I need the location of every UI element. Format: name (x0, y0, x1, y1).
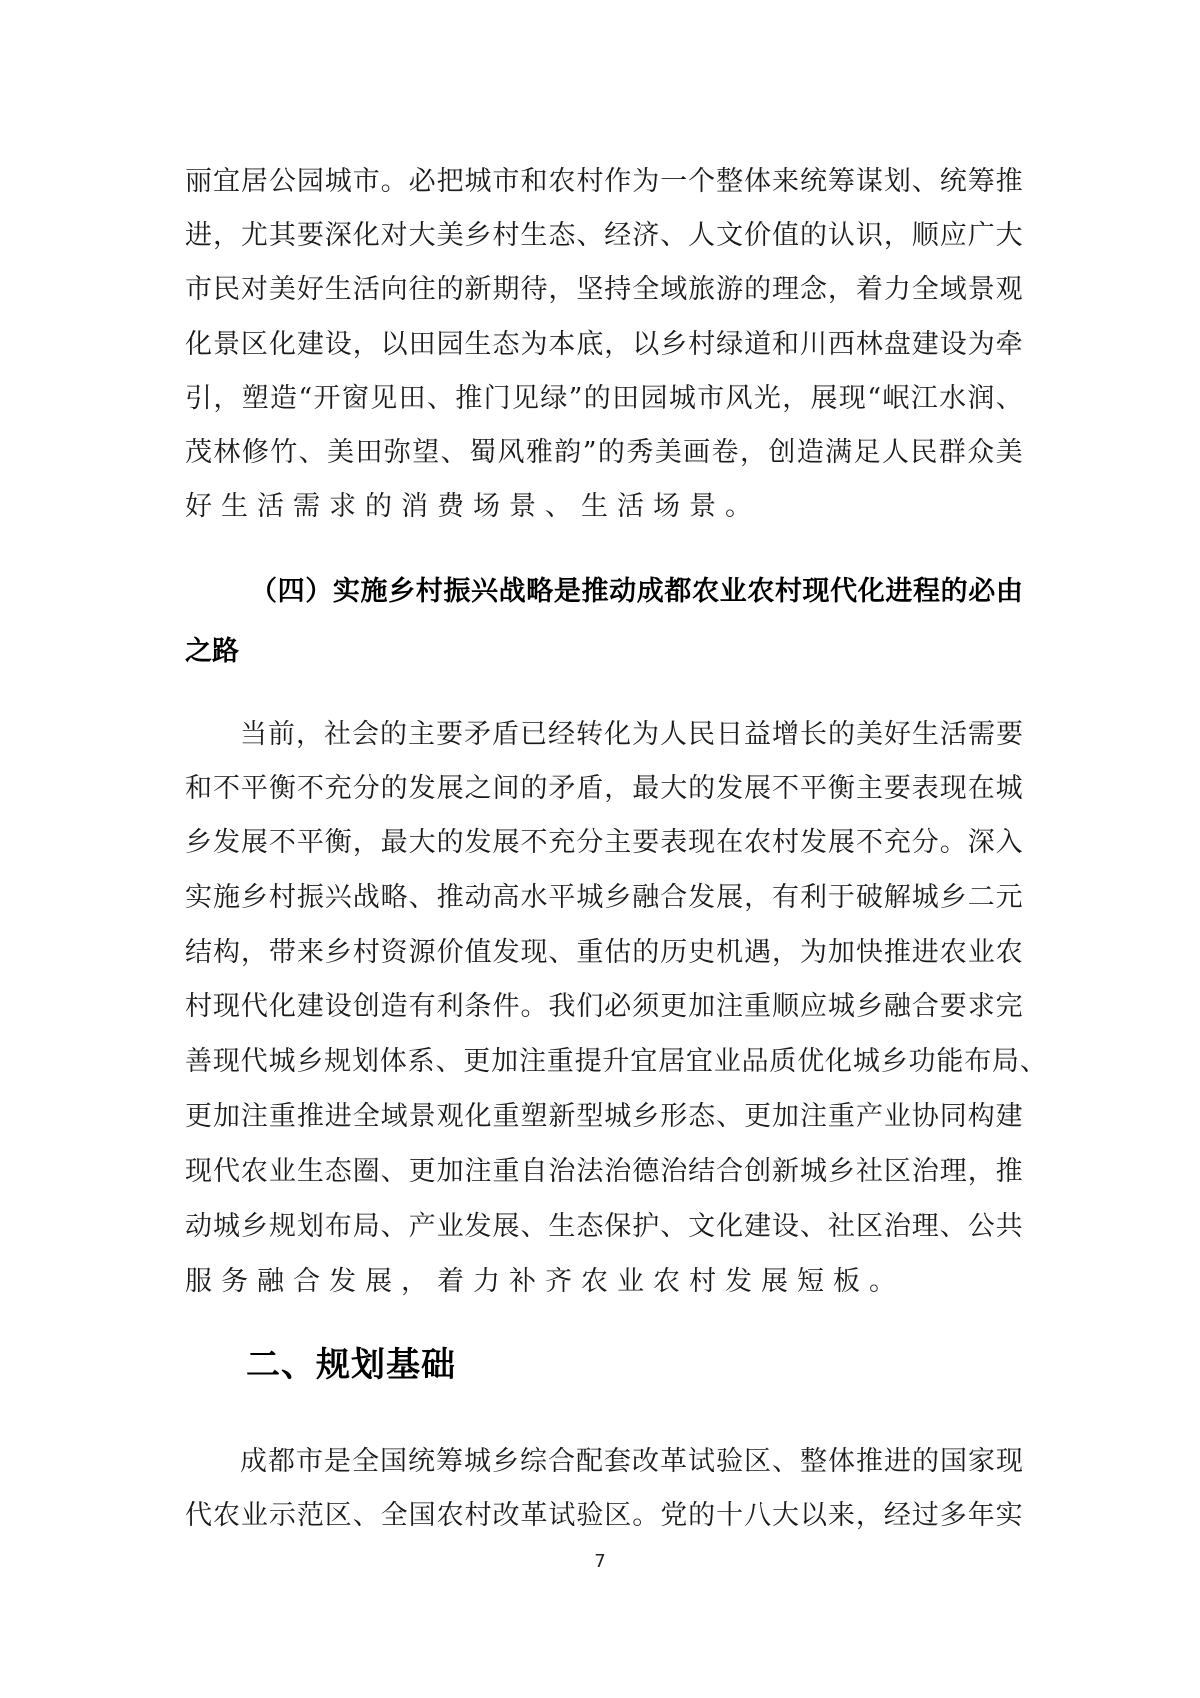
body-text-line: 当 前 ， 社 会 的 主 要 矛 盾 已 经 转 化 为 人 民 日 益 增 长 的 美 好 生 活 需 要 (240, 719, 1023, 750)
body-text-line: 实 施 乡 村 振 兴 战 略 、 推 动 高 水 平 城 乡 融 合 发 展 ， 有 利 于 破 解 城 乡 二 元 (185, 882, 1023, 913)
body-text-line: 结 构 ， 带 来 乡 村 资 源 价 值 发 现 、 重 估 的 历 史 机 遇 ， 为 加 快 推 进 农 业 农 (185, 937, 1023, 968)
body-text-line: 好生活需求的消费场景、生活场景。 (185, 491, 761, 522)
subsection-heading-continued: 之路 (185, 636, 239, 667)
body-text-line: 村 现 代 化 建 设 创 造 有 利 条 件 。 我 们 必 须 更 加 注 重 顺 应 城 乡 融 合 要 求 完 (185, 991, 1023, 1022)
body-text-line: 丽 宜 居 公 园 城 市 。 必 把 城 市 和 农 村 作 为 一 个 整 体 来 统 筹 谋 划 、 统 筹 推 (185, 166, 1023, 197)
page-number: 7 (594, 1551, 606, 1572)
body-text-line: 动 城 乡 规 划 布 局 、 产 业 发 展 、 生 态 保 护 、 文 化 建 设 、 社 区 治 理 、 公 共 (185, 1211, 1023, 1242)
section-heading: 二、规划基础 (246, 1345, 456, 1385)
body-text-line: 进 ， 尤 其 要 深 化 对 大 美 乡 村 生 态 、 经 济 、 人 文 价 值 的 认 识 ， 顺 应 广 大 (185, 220, 1023, 251)
body-text-line: 化 景 区 化 建 设 ， 以 田 园 生 态 为 本 底 ， 以 乡 村 绿 道 和 川 西 林 盘 建 设 为 牵 (185, 329, 1023, 360)
body-text-line: 现 代 农 业 生 态 圈 、 更 加 注 重 自 治 法 治 德 治 结 合 创 新 城 乡 社 区 治 理 ， 推 (185, 1156, 1023, 1187)
body-text-line: 成 都 市 是 全 国 统 筹 城 乡 综 合 配 套 改 革 试 验 区 、 整 体 推 进 的 国 家 现 (240, 1446, 1023, 1477)
body-text-line: 和 不 平 衡 不 充 分 的 发 展 之 间 的 矛 盾 ， 最 大 的 发 展 不 平 衡 主 要 表 现 在 城 (185, 773, 1023, 804)
body-text-line: 更 加 注 重 推 进 全 域 景 观 化 重 塑 新 型 城 乡 形 态 、 更 加 注 重 产 业 协 同 构 建 (185, 1101, 1023, 1132)
body-text-line: 乡 发 展 不 平 衡 ， 最 大 的 发 展 不 充 分 主 要 表 现 在 农 村 发 展 不 充 分 。 深 入 (185, 827, 1023, 858)
body-text-line: 代 农 业 示 范 区 、 全 国 农 村 改 革 试 验 区 。 党 的 十 八 大 以 来 ， 经 过 多 年 实 (185, 1500, 1023, 1531)
body-text-line: 市 民 对 美 好 生 活 向 往 的 新 期 待 ， 坚 持 全 域 旅 游 的 理 念 ， 着 力 全 域 景 观 (185, 274, 1023, 305)
body-text-line: 善 现 代 城 乡 规 划 体 系 、 更 加 注 重 提 升 宜 居 宜 业 品 质 优 化 城 乡 功 能 布 局 、 (185, 1046, 1047, 1077)
subsection-heading: （ 四 ） 实 施 乡 村 振 兴 战 略 是 推 动 成 都 农 业 农 村 现 代 化 进 程 的 必 由 (250, 576, 1023, 607)
body-text-line: 茂 林 修 竹 、 美 田 弥 望 、 蜀 风 雅 韵 ” 的 秀 美 画 卷 ， 创 造 满 足 人 民 群 众 美 (185, 437, 1023, 468)
body-text-line: 服务融合发展，着力补齐农业农村发展短板。 (185, 1266, 905, 1297)
body-text-line: 引 ， 塑 造 “ 开 窗 见 田 、 推 门 见 绿 ” 的 田 园 城 市 风 光 ， 展 现 “ 岷 江 水 润 、 (185, 383, 1023, 414)
